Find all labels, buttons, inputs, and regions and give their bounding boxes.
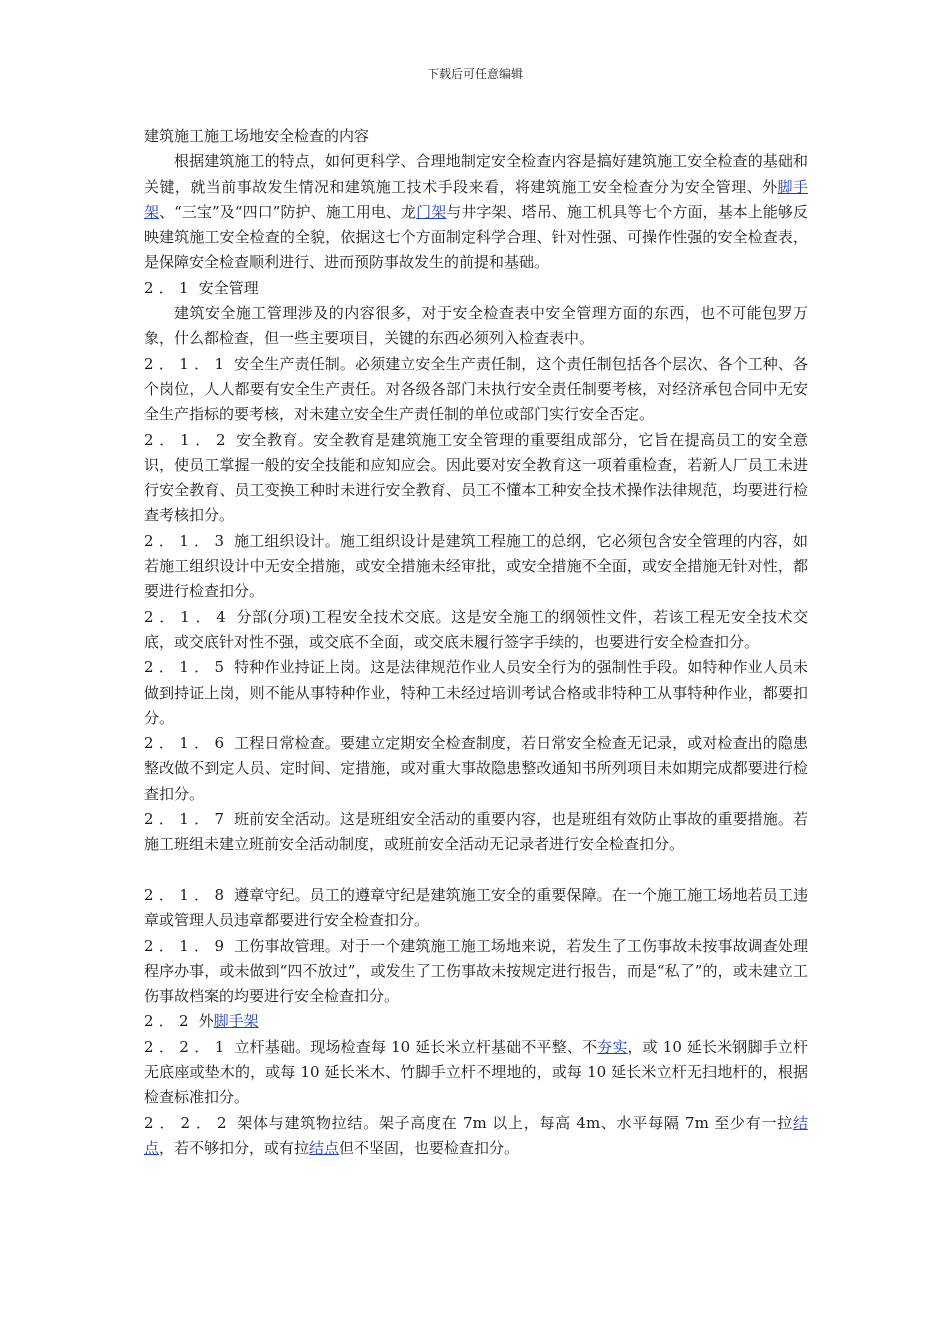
item-paragraph: 2．1．1 安全生产责任制。必须建立安全生产责任制，这个责任制包括各个层次、各个工种、各个岗位，人人都要有安全生产责任。对各级各部门未执行安全责任制要考核，对经济承包合同中无安全生产指标的要考核，对未建立安全生产责任制的单位或部门实行安全否定。 — [144, 354, 808, 424]
item-paragraph: 2．1．4 分部(分项)工程安全技术交底。这是安全施工的纲领性文件，若该工程无安全技术交底，或交底针对性不强，或交底不全面，或交底未履行签字手续的，也要进行安全检查扣分。 — [144, 607, 808, 651]
section-heading-2-2: 2．2 外脚手架 — [144, 1012, 259, 1031]
section-2-1-body: 建筑安全施工管理涉及的内容很多，对于安全检查表中安全管理方面的东西，也不可能包罗万象，什么都检查，但一些主要项目，关键的东西必须列入检查表中。 — [144, 304, 808, 348]
item-paragraph: 2．1．7 班前安全活动。这是班组安全活动的重要内容，也是班组有效防止事故的重要措施。若施工班组未建立班前安全活动制度，或班前安全活动无记录者进行安全检查扣分。 — [144, 810, 808, 854]
link-tie-point[interactable]: 结点 — [144, 1113, 808, 1157]
link-scaffold-heading[interactable]: 脚手架 — [213, 1012, 259, 1031]
link-tie-point-2[interactable]: 结点 — [309, 1138, 340, 1157]
link-scaffold[interactable]: 脚手架 — [144, 177, 808, 221]
item-paragraph: 2．1．9 工伤事故管理。对于一个建筑施工施工场地来说，若发生了工伤事故未按事故调查处理程序办事，或未做到“四不放过”，或发生了工伤事故未按规定进行报告，而是“私了”的，或未建立工伤事故档案的均要进行安全检查扣分。 — [144, 936, 808, 1006]
item-paragraph: 2．1．8 遵章守纪。员工的遵章守纪是建筑施工安全的重要保障。在一个施工施工场地若员工违章或管理人员违章都要进行安全检查扣分。 — [144, 885, 808, 930]
section-heading-2-1: 2．1 安全管理 — [144, 278, 259, 297]
item-paragraph: 2．1．3 施工组织设计。施工组织设计是建筑工程施工的总纲，它必须包含安全管理的内容，如若施工组织设计中无安全措施，或安全措施未经审批，或安全措施不全面，或安全措施无针对性，都要进行检查扣分。 — [144, 531, 808, 601]
item-paragraph: 2．1．5 特种作业持证上岗。这是法律规范作业人员安全行为的强制性手段。如特种作业人员未做到持证上岗，则不能从事特种作业，特种工未经过培训考试合格或非特种工从事特种作业，都要扣分。 — [144, 658, 808, 727]
document-body — [144, 124, 808, 1161]
link-gantry[interactable]: 门架 — [416, 202, 447, 221]
item-paragraph: 2．1．2 安全教育。安全教育是建筑施工安全管理的重要组成部分，它旨在提高员工的安全意识，使员工掌握一般的安全技能和应知应会。因此要对安全教育这一项着重检查，若新人厂员工未进行安全教育、员工变换工种时未进行安全教育、员工不懂本工种安全技术操作法律规范，均要进行检查考核扣分。 — [144, 430, 808, 525]
page-header: 下载后可任意编辑 — [426, 67, 523, 81]
item-paragraph: 2．2．2 架体与建筑物拉结。架子高度在 7m 以上，每高 4m、水平每隔 7m 至少有一拉结点，若不够扣分，或有拉结点但不坚固，也要检查扣分。 — [144, 1113, 808, 1157]
blank-line — [144, 858, 808, 883]
link-tamped[interactable]: 夯实 — [597, 1037, 628, 1056]
intro-paragraph: 根据建筑施工的特点，如何更科学、合理地制定安全检查内容是搞好建筑施工安全检查的基础和关键，就当前事故发生情况和建筑施工技术手段来看，将建筑施工安全检查分为安全管理、外脚手架、“三宝”及“四口”防护、施工用电、龙门架与井字架、塔吊、施工机具等七个方面，基本上能够反映建筑施工安全检查的全貌，依据这七个方面制定科学合理、针对性强、可操作性强的安全检查表，是保障安全检查顺利进行、进而预防事故发生的前提和基础。 — [144, 152, 808, 272]
item-paragraph: 2．2．1 立杆基础。现场检查每 10 延长米立杆基础不平整、不夯实，或 10 延长米钢脚手立杆无底座或垫木的，或每 10 延长米木、竹脚手立杆不埋地的，或每 10 延长米立杆无扫地杆的，根据检查标准扣分。 — [144, 1037, 808, 1107]
document-title: 建筑施工施工场地安全检查的内容 — [144, 127, 370, 145]
item-paragraph: 2．1．6 工程日常检查。要建立定期安全检查制度，若日常安全检查无记录，或对检查出的隐患整改做不到定人员、定时间、定措施，或对重大事故隐患整改通知书所列项目未如期完成都要进行检查扣分。 — [144, 734, 808, 803]
